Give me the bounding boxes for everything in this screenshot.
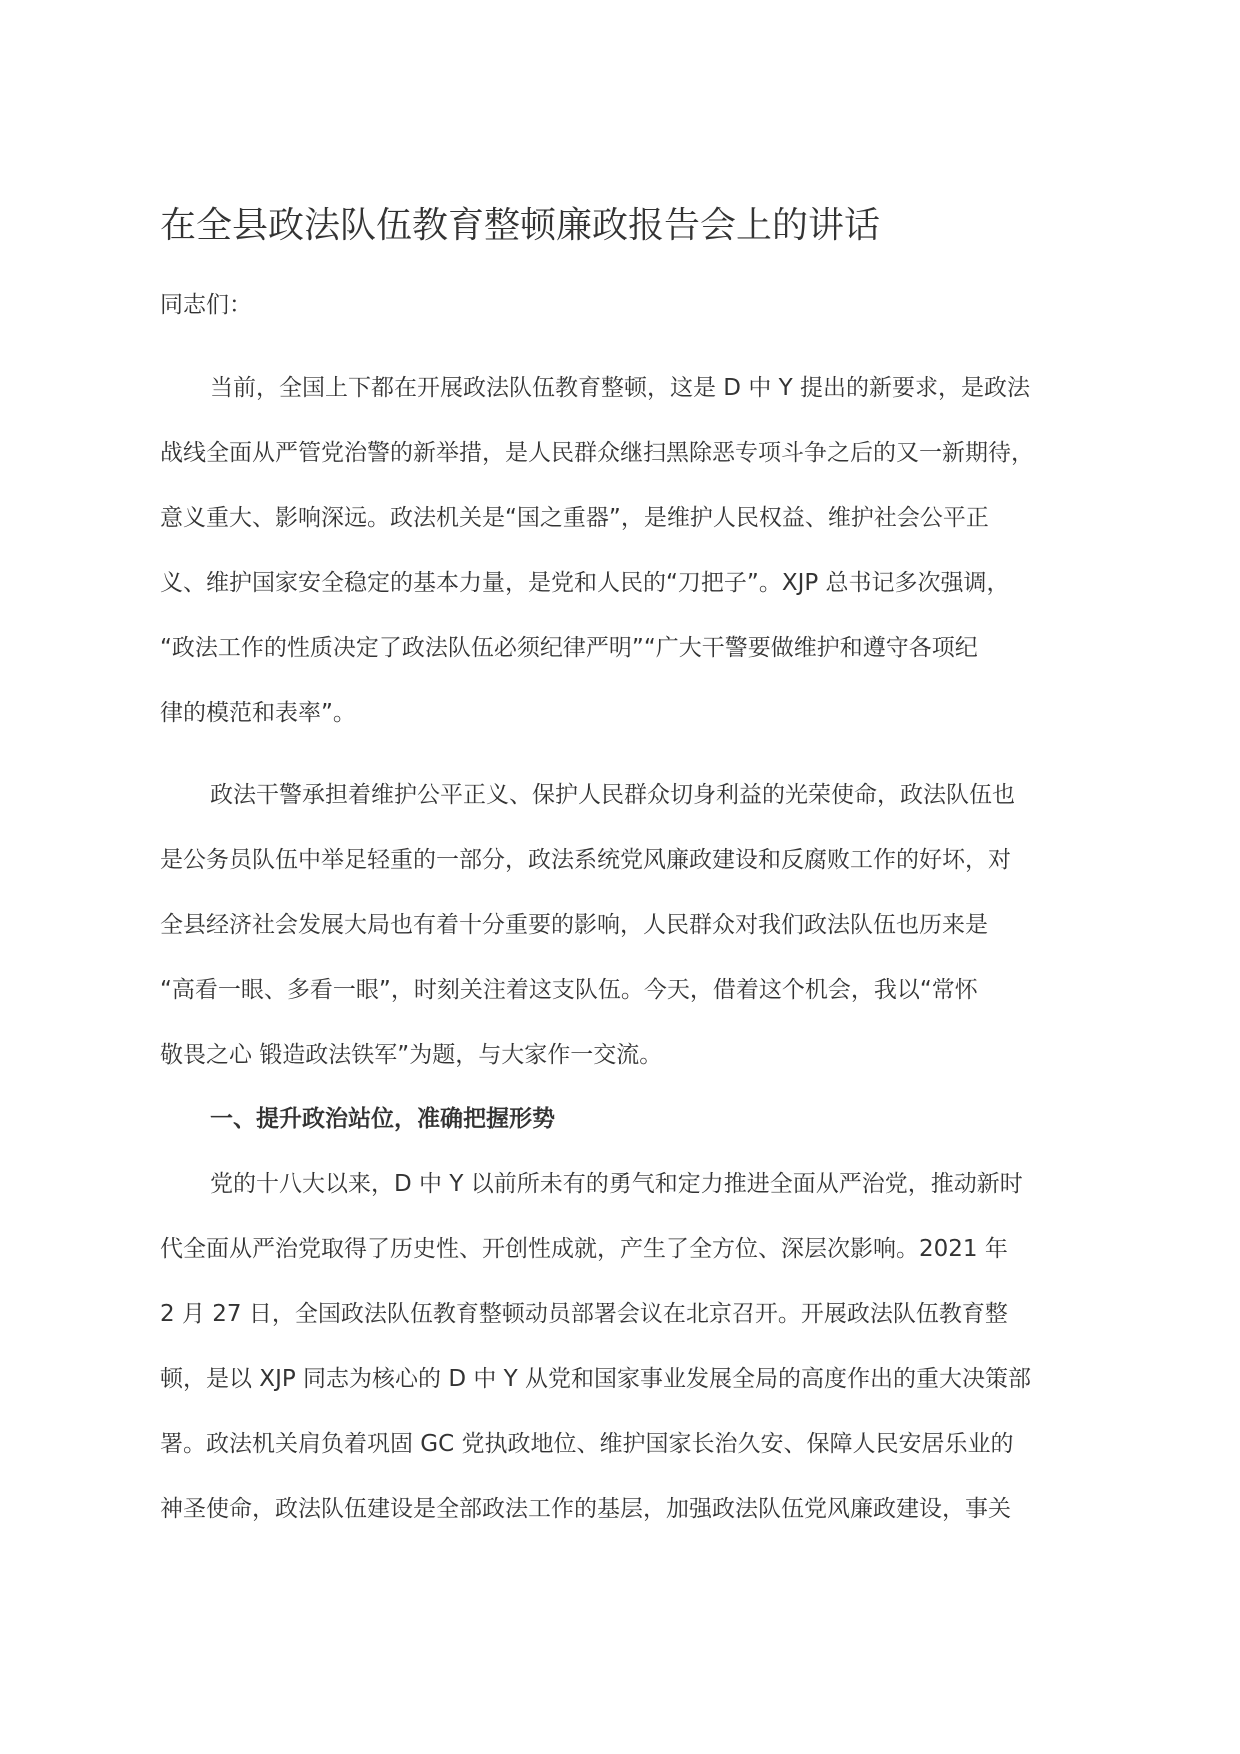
paragraph-line: 敬畏之心 锻造政法铁军”为题，与大家作一交流。 <box>160 1042 663 1068</box>
paragraph-line: “政法工作的性质决定了政法队伍必须纪律严明”“广大干警要做维护和遵守各项纪 <box>160 635 978 661</box>
section-1 <box>160 1087 1100 1542</box>
paragraph-line: 当前，全国上下都在开展政法队伍教育整顿，这是 D 中 Y 提出的新要求，是政法 <box>210 375 1031 401</box>
paragraph-line: 代全面从严治党取得了历史性、开创性成就，产生了全方位、深层次影响。2021 年 <box>160 1236 1008 1262</box>
paragraph-2 <box>160 763 1100 1088</box>
paragraph-line: 全县经济社会发展大局也有着十分重要的影响，人民群众对我们政法队伍也历来是 <box>160 912 988 938</box>
paragraph-line: 律的模范和表率”。 <box>160 700 356 726</box>
paragraph-line: 顿，是以 XJP 同志为核心的 D 中 Y 从党和国家事业发展全局的高度作出的重大决策部 <box>160 1366 1032 1392</box>
paragraph-line: 战线全面从严管党治警的新举措，是人民群众继扫黑除恶专项斗争之后的又一新期待， <box>160 440 1034 466</box>
paragraph-line: 是公务员队伍中举足轻重的一部分，政法系统党风廉政建设和反腐败工作的好坏，对 <box>160 847 1011 873</box>
paragraph-line: 政法干警承担着维护公平正义、保护人民群众切身利益的光荣使命，政法队伍也 <box>210 782 1015 808</box>
paragraph-line: “高看一眼、多看一眼”，时刻关注着这支队伍。今天，借着这个机会，我以“常怀 <box>160 977 978 1003</box>
paragraph-line: 2 月 27 日，全国政法队伍教育整顿动员部署会议在北京召开。开展政法队伍教育整 <box>160 1301 1008 1327</box>
paragraph-line: 义、维护国家安全稳定的基本力量，是党和人民的“刀把子”。XJP 总书记多次强调， <box>160 570 1010 596</box>
section-heading: 一、提升政治站位，准确把握形势 <box>210 1106 555 1132</box>
paragraph-line: 署。政法机关肩负着巩固 GC 党执政地位、维护国家长治久安、保障人民安居乐业的 <box>160 1431 1014 1457</box>
salutation: 同志们： <box>160 292 252 318</box>
paragraph-1 <box>160 356 1100 746</box>
document-title: 在全县政法队伍教育整顿廉政报告会上的讲话 <box>160 205 881 246</box>
paragraph-line: 党的十八大以来，D 中 Y 以前所未有的勇气和定力推进全面从严治党，推动新时 <box>210 1171 1023 1197</box>
paragraph-line: 意义重大、影响深远。政法机关是“国之重器”，是维护人民权益、维护社会公平正 <box>160 505 989 531</box>
paragraph-line: 神圣使命，政法队伍建设是全部政法工作的基层，加强政法队伍党风廉政建设，事关 <box>160 1496 1011 1522</box>
